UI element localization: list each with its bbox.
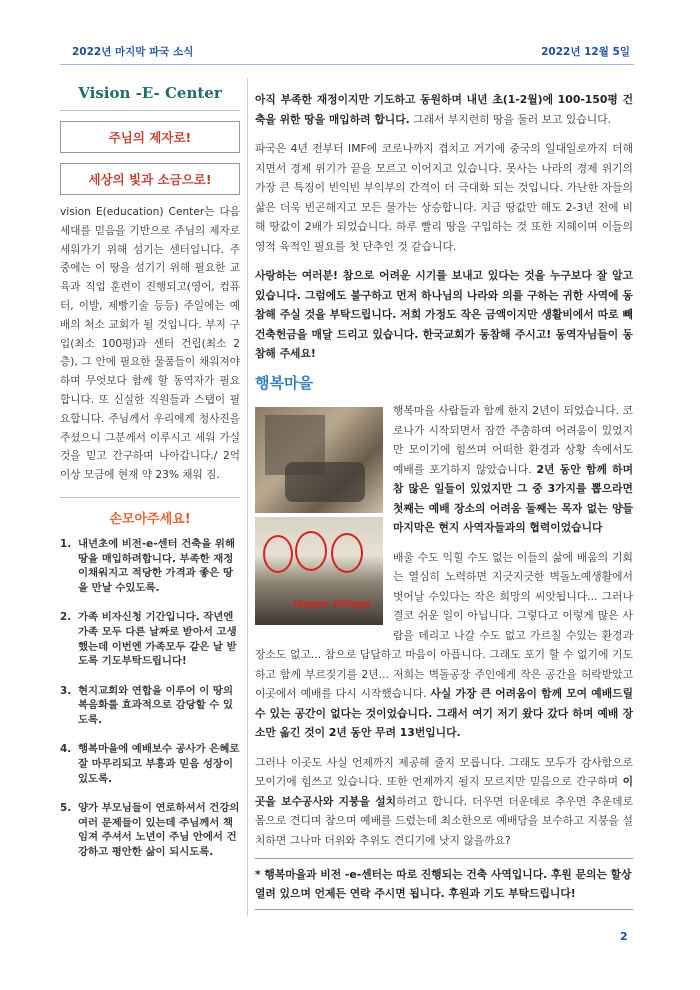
header-divider xyxy=(60,64,634,65)
happy-village-story: 배울 수도 익힐 수도 없는 이들의 삶에 배움의 기회는 열심히 노력하면 지긋지긋한 벽돌노예생활에서 벗어날 수있다는 작은 희망의 씨앗됩니다... 그러나 결코 쉬운 일이 아닙니다. 그렇다고 이렇게 많은 사람을 데리고 나갈 수도 없고 가르칠 수있는 환경과 장소도 없고... 참으로 답답하고 마음이 아픕니다. 그래도 포기 할 수 없기에 기도하고 함께 부르짖기를 2년... 저희는 벽돌공장 주인에게 작은 공간을 허락받았고 이곳에서 예배를 다시 시작했습니다. 사실 가장 큰 어려움이 함께 모여 예배드릴 수 있는 공간이 없다는 것이었습니다. 그래서 여기 저기 왔다 갔다 하며 예배 장소만 옮긴 것이 2년 동안 무려 13번입니다. xyxy=(255,550,633,739)
appeal-paragraph: 사랑하는 여러분! 참으로 어려운 시기를 보내고 있다는 것을 누구보다 잘 알고 있습니다. 그럼에도 불구하고 먼저 하나님의 나라와 의를 구하는 귀한 사역에 동참해 주실 것을 부탁드립니다. 저희 가정도 작은 금액이지만 생활비에서 따로 빼 건축헌금을 매달 드리고 있습니다. 한국교회가 동참해 주시고! 동역자님들이 동참해 주세요! xyxy=(255,269,633,360)
happy-village-photos xyxy=(255,407,383,625)
economy-paragraph: 파국은 4년 전부터 IMF에 코로나까지 겹치고 거기에 중국의 일대일로까지 더해지면서 경제 위기가 끝을 모르고 이어지고 있습니다. 못사는 나라의 경제 위기의 가장 큰 특징이 빈익빈 부익부의 간격이 더 극대화 되는 것입니다. 가난한 자들의 삶은 더욱 빈곤해지고 모든 물가는 상승합니다. 지금 땅값만 해도 2-3년 전에 비해 땅값이 2배가 되었습니다. 하루 빨리 땅을 구입하는 것 또한 지혜이며 이들의 영적 육적인 필요를 첫 단추인 것 같습니다. xyxy=(255,142,633,253)
page-number: 2 xyxy=(620,930,628,943)
repair-plan-paragraph: 그러나 이곳도 사실 언제까지 제공해 줄지 모릅니다. 그래도 모두가 감사함으로 모이기에 힘쓰고 있습니다. 또한 언제까지 될지 모르지만 믿음으로 간구하며 이곳을 보수공사와 지붕을 설치하려고 합니다. 더우면 더운데로 추우면 추운데로 몸으로 견디며 참으며 예배를 드렸는데 최소한으로 예배당을 보수하고 지붕을 설치하면 그나마 더위와 추위도 견디기에 낫지 않을까요? xyxy=(255,755,633,847)
prayer-requests-title: 손모아주세요! xyxy=(60,497,240,527)
prayer-item: 2. 가족 비자신청 기간입니다. 작년엔 가족 모두 다른 날짜로 받아서 고생 했는데 이번엔 가족모두 같은 날 받도록 기도부탁드립니다! xyxy=(60,611,237,668)
worship-place-photo xyxy=(255,407,383,513)
prayer-item: 4. 행복마을에 예배보수 공사가 은혜로 잘 마무리되고 부흥과 믿음 성장이 있도록. xyxy=(60,743,240,785)
vision-center-description: vision E(education) Center는 다음 세대를 믿음을 기반으로 주님의 제자로 세워가기 위해 섬기는 센터입니다. 주 중에는 이 땅을 섬기기 위해 필요한 교육과 직업 훈련이 진행되고(영어, 컴퓨터, 이발, 제빵기술 등등) 주일에는 예배의 처소 교회가 될 것입니다. 부지 구입(최소 100평)과 센터 건립(최소 2층), 그 안에 필요한 물품들이 채워져야 하며 무엇보다 함께 할 동역자가 필요합니다. 또 신실한 직원들과 스탭이 필요합니다. 주님께서 우리에게 청사진을 주셨으니 그분께서 이루시고 세워 가실 것을 믿고 간구하며 나아갑니다./ 2억 이상 모금에 현재 약 23% 채워 짐. xyxy=(60,206,240,482)
left-column xyxy=(60,78,240,875)
prayer-item: 3. 현지교회와 연합을 이루어 이 땅의 복음화를 효과적으로 감당할 수 있도록. xyxy=(60,684,233,726)
photo-sign-text: Happy Village xyxy=(293,599,371,610)
prayer-item: 5. 양가 부모님들이 연로하셔서 건강의 여러 문제들이 있는데 주님께서 책임져 주셔서 노년이 주님 안에서 건강하고 평안한 삶이 되시도록. xyxy=(60,802,240,859)
happy-village-heading: 행복마을 xyxy=(255,373,313,392)
happy-village-intro: 행복마을 사람들과 함께 한지 2년이 되었습니다. 코로나가 시작되면서 잠깐 주춤하며 어려움이 있었지만 모이기에 힘쓰며 어떠한 환경과 상황 속에서도 예배를 포기하지 않았습니다. 2년 동안 함께 하며 참 많은 일들이 있었지만 그 중 3가지를 뽑으라면 첫째는 예배 장소의 어려움 둘째는 목자 없는 양들 마지막은 현지 사역자들과의 협력이었습니다 xyxy=(393,404,633,534)
right-column xyxy=(255,90,633,860)
motto-label-2: 세상의 빛과 소금으로! xyxy=(60,163,240,195)
column-divider xyxy=(247,78,248,916)
header-date: 2022년 12월 5일 xyxy=(541,46,630,58)
vision-center-title: Vision -E- Center xyxy=(60,78,240,111)
motto-label-1: 주님의 제자로! xyxy=(60,121,240,153)
support-note: * 행복마을과 비전 -e-센터는 따로 진행되는 건축 사역입니다. 후원 문의는 할상 열려 있으며 언제든 연락 주시면 됩니다. 후원과 기도 부탁드립니다! xyxy=(255,858,633,910)
land-purchase-paragraph: 아직 부족한 재정이지만 기도하고 동원하며 내년 초(1-2월)에 100-150평 건축을 위한 땅을 매입하려 합니다. 그래서 부지런히 땅을 둘러 보고 있습니다. xyxy=(255,93,633,126)
prayer-item: 1. 내년초에 비전-e-센터 건축을 위해 땅을 매입하려합니다. 부족한 재정이채워지고 적당한 가격과 좋은 땅을 만날 수있도록. xyxy=(60,537,236,594)
congregation-photo xyxy=(255,517,383,625)
header-left-title: 2022년 마지막 파국 소식 xyxy=(72,46,194,58)
prayer-list xyxy=(60,537,240,860)
